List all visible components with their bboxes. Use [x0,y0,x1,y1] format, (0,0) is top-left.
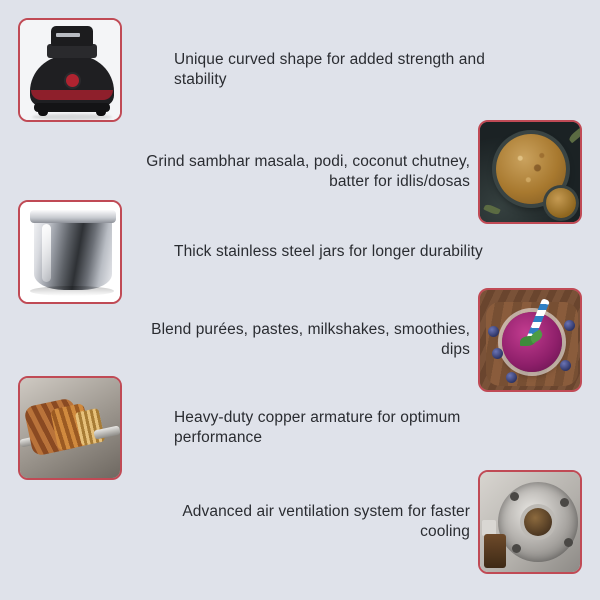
grinder-illustration [20,20,120,120]
mixer-grinder-body-photo [18,18,122,122]
armature-illustration [20,378,120,478]
feature-caption-steel-jars: Thick stainless steel jars for longer durability [174,242,483,260]
feature-caption-blend-purees: Blend purées, pastes, milkshakes, smoothies, dips [151,320,470,358]
feature-row-air-ventilation [112,470,582,574]
feature-row-copper-armature [18,376,518,480]
motor-ventilation-housing-photo [478,470,582,574]
feature-caption-air-ventilation: Advanced air ventilation system for faster cooling [182,502,470,540]
steel-jar-illustration [20,202,120,302]
feature-caption-copper-armature: Heavy-duty copper armature for optimum performance [174,408,461,446]
ventilation-illustration [480,472,580,572]
masala-illustration [480,122,580,222]
smoothie-illustration [480,290,580,390]
copper-armature-motor-photo [18,376,122,480]
feature-caption-curved-shape: Unique curved shape for added strength and stability [174,50,485,88]
feature-caption-grind-masala: Grind sambhar masala, podi, coconut chutney, batter for idlis/dosas [146,152,470,190]
feature-row-curved-shape [18,18,488,122]
stainless-steel-jar-photo [18,200,122,304]
ground-masala-powder-bowl-photo [478,120,582,224]
